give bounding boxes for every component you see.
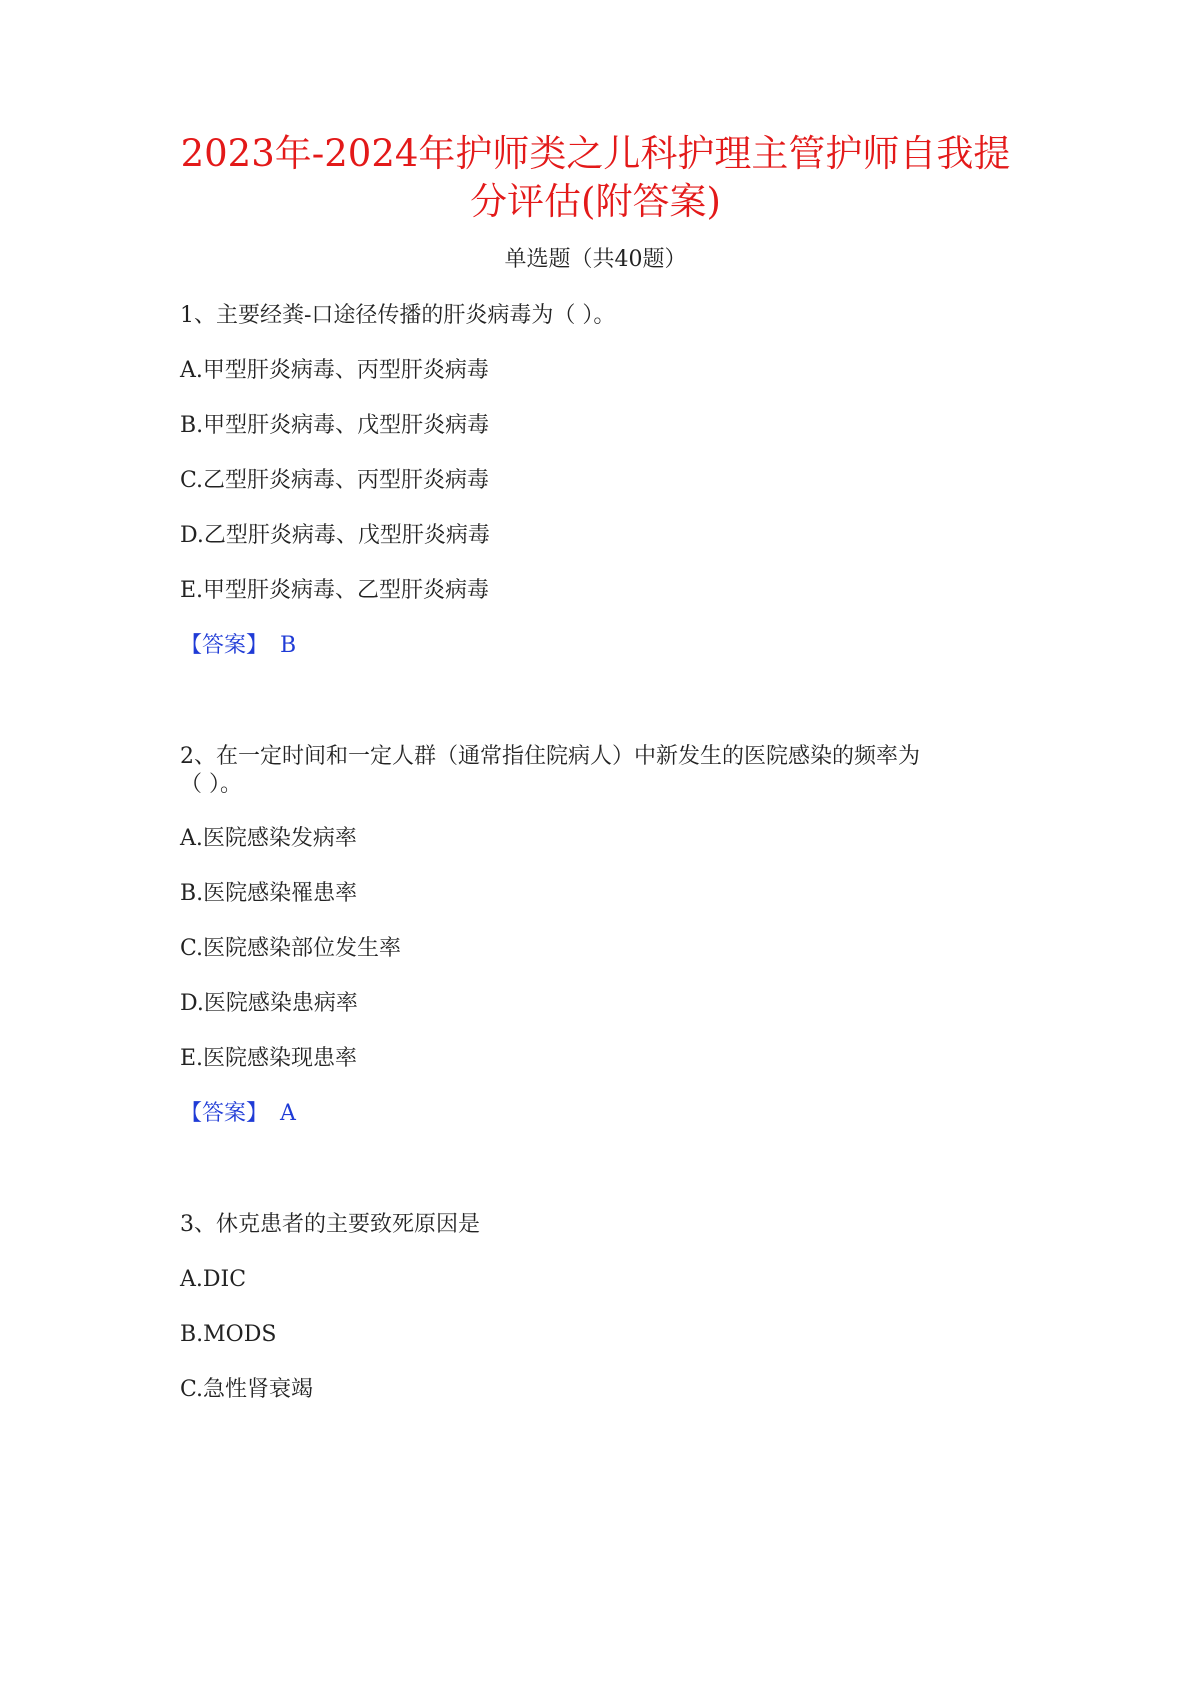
question-2-option-c: C.医院感染部位发生率: [180, 936, 402, 961]
question-2-option-b: B.医院感染罹患率: [180, 881, 358, 906]
question-3-option-c: C.急性肾衰竭: [180, 1377, 314, 1402]
question-1-option-e: E.甲型肝炎病毒、乙型肝炎病毒: [180, 578, 490, 603]
question-3-stem: 3、休克患者的主要致死原因是: [180, 1212, 480, 1237]
question-3-option-b: B.MODS: [180, 1322, 277, 1347]
question-2-stem-line-2: （ ）。: [180, 772, 242, 797]
question-2-stem-line-1: 2、在一定时间和一定人群（通常指住院病人）中新发生的医院感染的频率为: [180, 744, 920, 769]
question-1-option-d: D.乙型肝炎病毒、戊型肝炎病毒: [180, 523, 490, 548]
question-1-option-b: B.甲型肝炎病毒、戊型肝炎病毒: [180, 413, 490, 438]
answer-label: 【答案】: [180, 633, 269, 658]
question-2-option-a: A.医院感染发病率: [180, 826, 357, 851]
question-2-option-e: E.医院感染现患率: [180, 1046, 358, 1071]
question-1-answer: [180, 631, 296, 661]
answer-label: 【答案】: [180, 1101, 269, 1126]
question-2-answer: [180, 1099, 296, 1129]
document-title-line-1: 2023年-2024年护师类之儿科护理主管护师自我提: [180, 132, 1011, 175]
question-2-option-d: D.医院感染患病率: [180, 991, 358, 1016]
section-heading: 单选题（共40题）: [504, 247, 687, 272]
question-3-option-a: A.DIC: [180, 1267, 247, 1292]
answer-value: A: [280, 1101, 296, 1126]
question-1-stem: 1、主要经粪-口途径传播的肝炎病毒为（ ）。: [180, 303, 616, 328]
question-1-option-c: C.乙型肝炎病毒、丙型肝炎病毒: [180, 468, 490, 493]
document-title-line-2: 分评估(附答案): [470, 180, 721, 223]
question-1-option-a: A.甲型肝炎病毒、丙型肝炎病毒: [180, 358, 489, 383]
answer-value: B: [280, 633, 297, 658]
